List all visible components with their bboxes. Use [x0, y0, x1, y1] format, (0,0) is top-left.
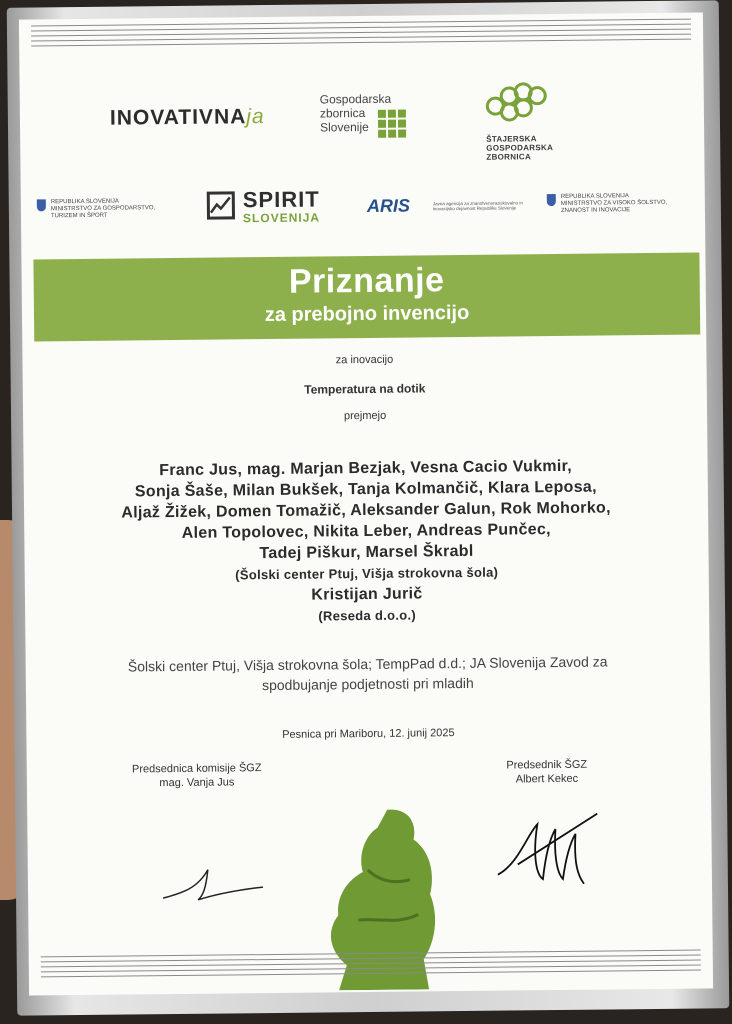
certificate-paper — [19, 12, 713, 995]
grape-icon — [486, 82, 546, 127]
certificate-title: Priznanje — [288, 261, 445, 301]
ministry-science-logo: REPUBLIKA SLOVENIJA MINISTRSTVO ZA VISOKO ŠOLSTVO, ZNANOST IN INOVACIJE — [561, 193, 668, 215]
organizations: Šolski center Ptuj, Višja strokovna šola; TempPad d.d.; JA Slovenija Zavod za spodbujanje podjetnosti pri mladih — [127, 653, 608, 694]
bottom-decorative-lines — [41, 950, 701, 982]
logo-row-bottom: REPUBLIKA SLOVENIJA MINISTRSTVO ZA GOSPODARSTVO, TURIZEM IN ŠPORT SPIRIT SLOVENIJA ARIS Javna agencija za znanstvenoraziskovalno in inovacijsko dejavnost Republike Slovenije REPUBLIKA SLOVENIJA MINISTRSTVO ZA VISOKO ŠOLSTVO, ZNANOST IN INOVACIJE — [21, 182, 705, 239]
left-signature-icon — [158, 857, 269, 908]
recipient-name-2: Kristijan Jurič — [311, 585, 423, 604]
institution-2: (Reseda d.o.o.) — [318, 607, 417, 624]
gz-logo-text: Gospodarska zbornica Slovenije — [319, 91, 392, 135]
aris-logo-subtext: Javna agencija za znanstvenoraziskovalno in inovacijsko dejavnost Republike Slovenije — [432, 200, 523, 212]
aris-logo: ARIS — [366, 195, 410, 216]
left-signatory: Predsednica komisije ŠGZ mag. Vanja Jus — [131, 762, 262, 790]
slovenia-crest-icon — [37, 199, 46, 211]
slovenia-crest-icon — [547, 194, 556, 206]
inovativna-logo: INOVATIVNAja — [109, 105, 265, 130]
institution-1: (Šolski center Ptuj, Višja strokovna šola) — [235, 564, 499, 583]
stajerska-logo: ŠTAJERSKA GOSPODARSKA ZBORNICA — [486, 82, 567, 162]
recipient-names: Franc Jus, mag. Marjan Bezjak, Vesna Cacio Vukmir, Sonja Šaše, Milan Bukšek, Tanja Kolmančič, Klara Leposa, Aljaž Žižek, Domen Tomažič, Aleksander Galun, Rok Mohorko, Alen Topolovec, Nikita Leber, Andreas Punčec, Tadej Piškur, Marsel Škrabl (Šolski center Ptuj, Višja strokovna šola) Kristijan Jurič (Reseda d.o.o.) — [24, 454, 710, 629]
logo-row-top — [20, 80, 705, 177]
gz-logo-icon — [378, 110, 406, 138]
recipients-label: prejmejo — [343, 409, 387, 423]
for-label: za inovacijo — [335, 353, 394, 367]
ministry-economy-logo: REPUBLIKA SLOVENIJA MINISTRSTVO ZA GOSPODARSTVO, TURIZEM IN ŠPORT — [51, 198, 156, 220]
right-signature-icon — [487, 803, 608, 894]
certificate-subtitle: za prebojno invencijo — [264, 301, 470, 327]
place-date: Pesnica pri Mariboru, 12. junij 2025 — [282, 727, 455, 741]
top-decorative-lines — [31, 19, 691, 51]
title-band — [33, 252, 700, 341]
chart-icon — [207, 191, 235, 219]
right-signatory: Predsednik ŠGZ Albert Kekec — [506, 758, 588, 786]
innovation-title: Temperatura na dotik — [304, 381, 426, 397]
